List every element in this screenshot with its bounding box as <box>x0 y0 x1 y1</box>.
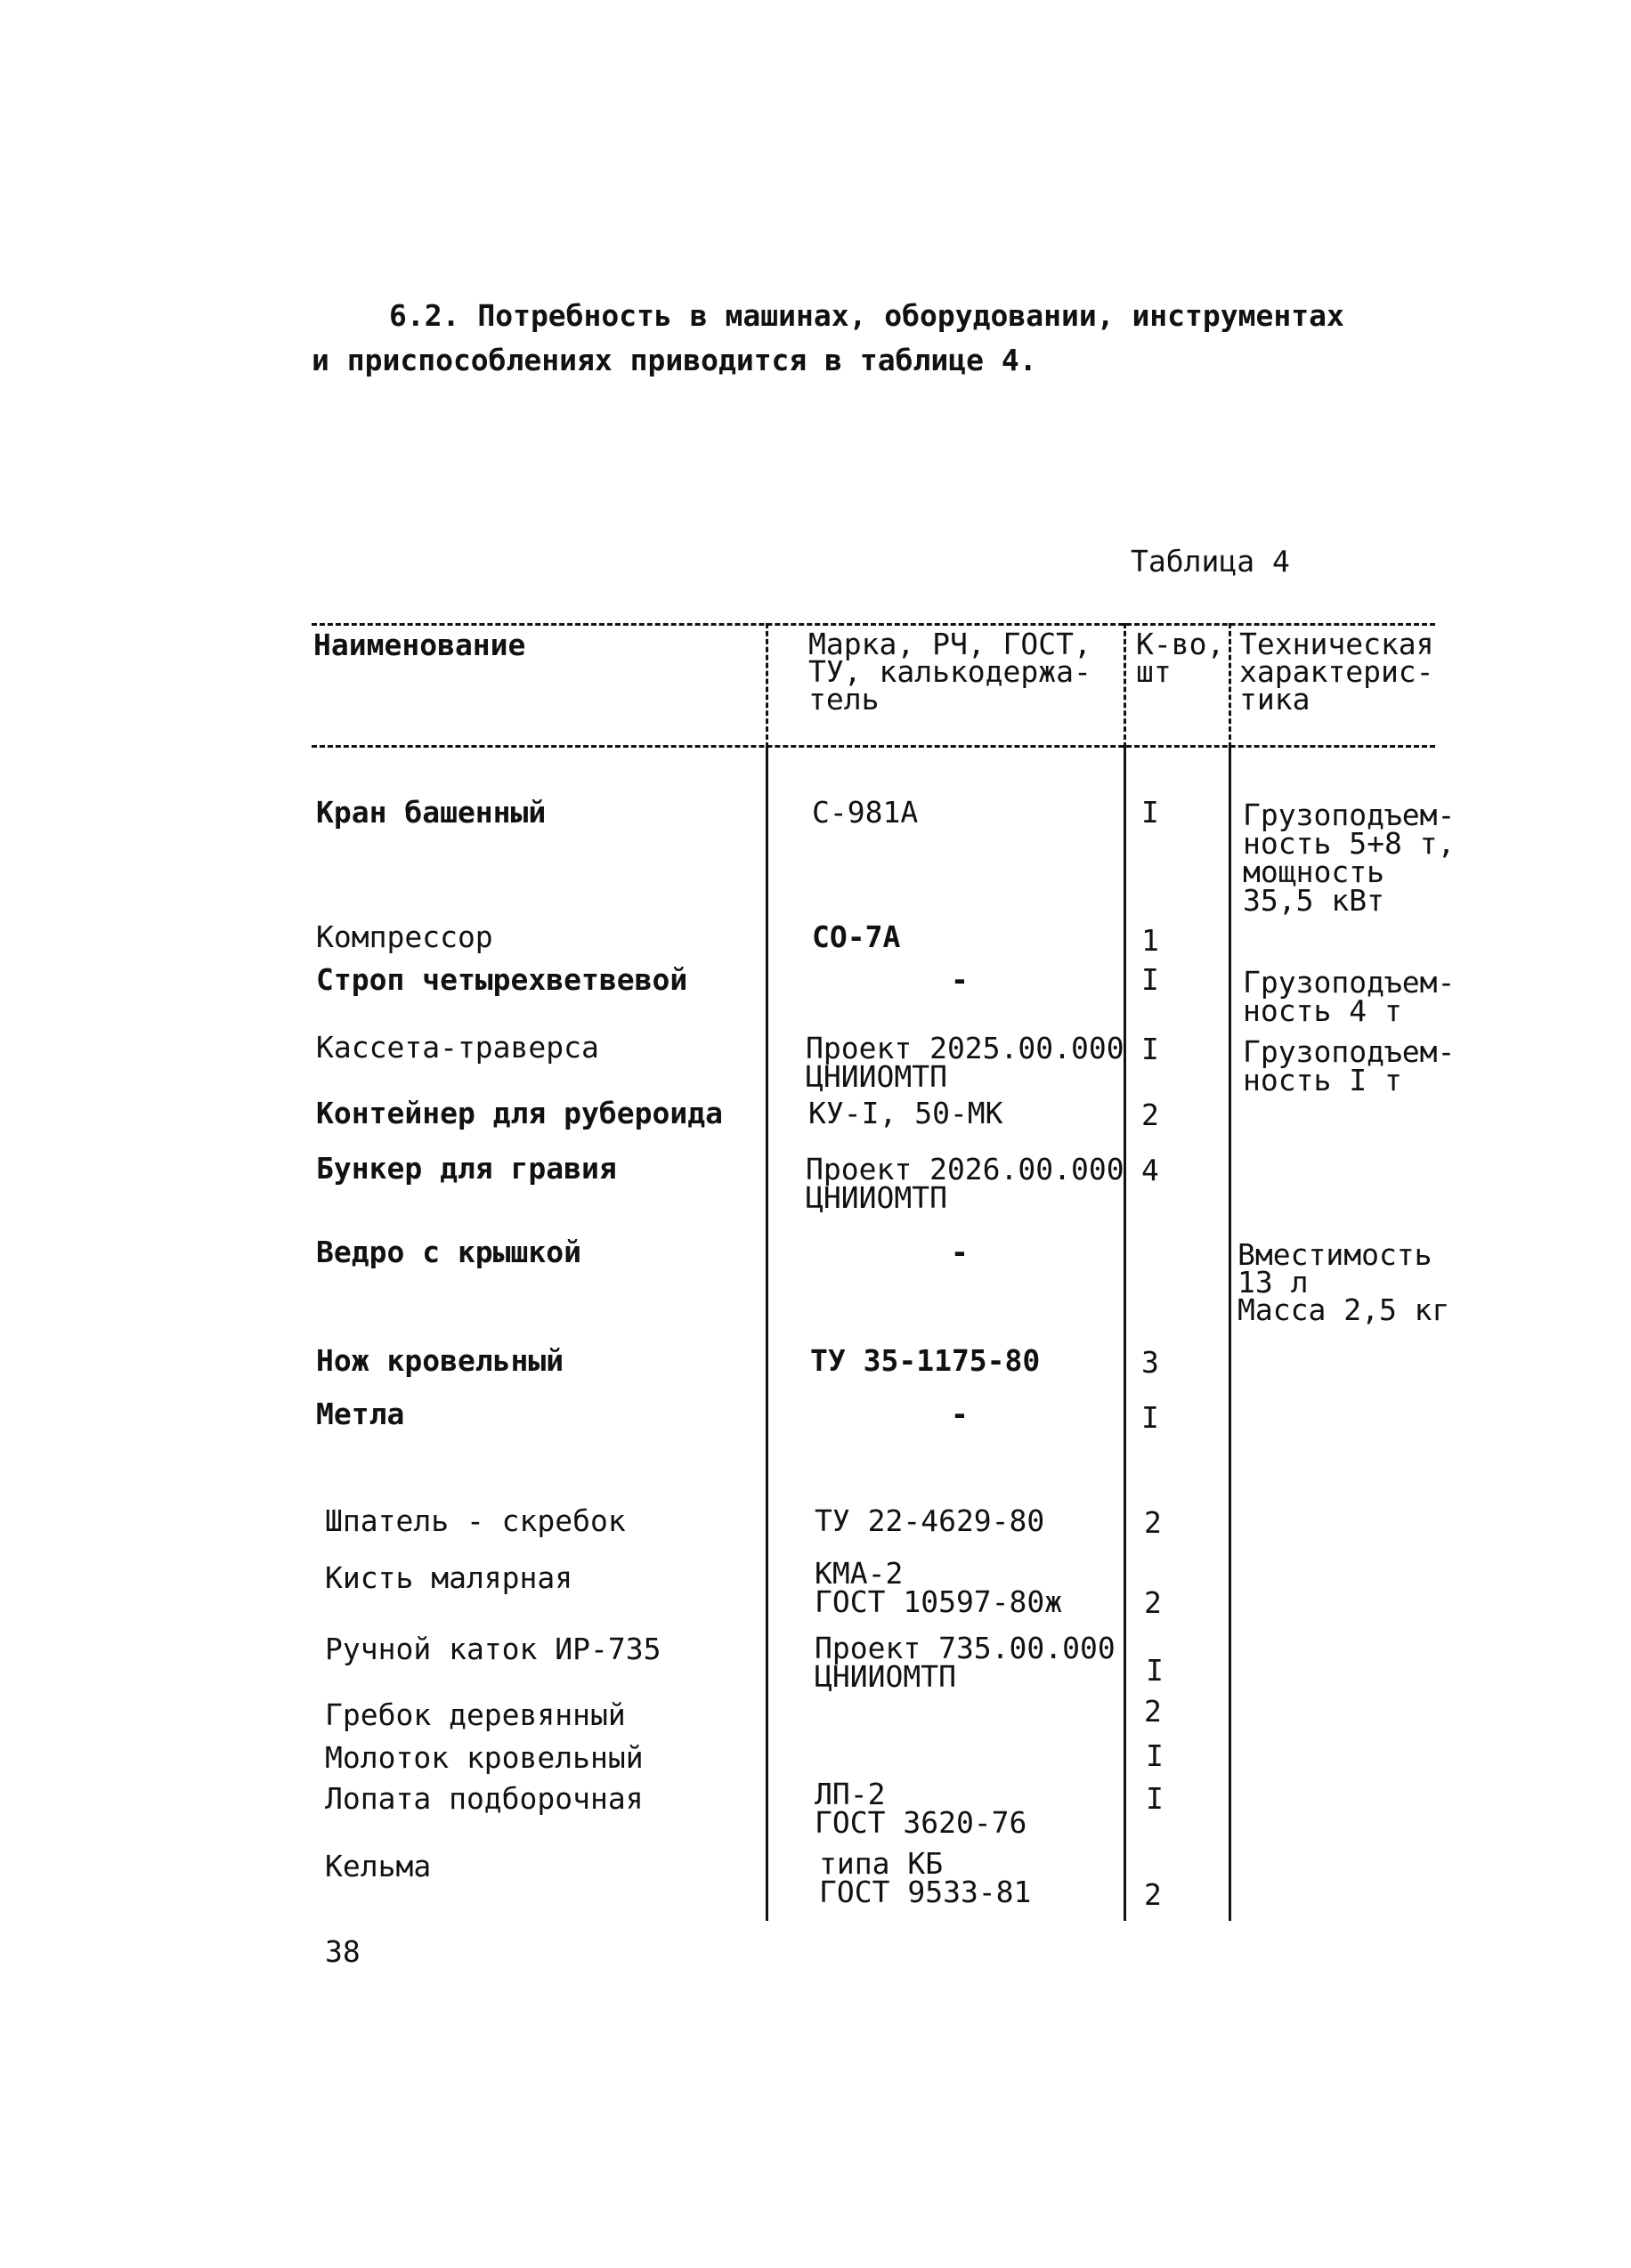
row-spec: Грузоподъем- ность 4 т <box>1243 965 1456 1028</box>
intro-line-1: 6.2. Потребность в машинах, оборудовании, инструментах <box>389 298 1344 333</box>
row-mark: СО-7А <box>812 919 901 954</box>
row-mark: - <box>951 1397 969 1431</box>
row-qty: I <box>1146 1781 1164 1816</box>
row-mark: Проект 2026.00.000 ЦНИИОМТП <box>806 1152 1124 1215</box>
row-qty: I <box>1146 1653 1164 1688</box>
row-qty: I <box>1141 962 1159 997</box>
row-qty: I <box>1146 1738 1164 1773</box>
row-mark: - <box>951 962 969 997</box>
row-qty: 2 <box>1144 1585 1162 1620</box>
intro-line-2: и приспособлениях приводится в таблице 4. <box>312 343 1037 377</box>
row-spec: Вместимость 13 л Масса 2,5 кг <box>1237 1237 1450 1327</box>
row-mark: ЛП-2 ГОСТ 3620-76 <box>815 1777 1027 1840</box>
col-divider-1-header <box>766 623 768 748</box>
row-qty: 1 <box>1141 923 1159 958</box>
row-name: Кельма <box>325 1849 432 1883</box>
row-mark: КМА-2 ГОСТ 10597-80ж <box>815 1556 1063 1619</box>
row-name: Компрессор <box>316 919 493 954</box>
row-mark: С-981А <box>812 795 919 830</box>
row-mark: ТУ 35-1175-80 <box>810 1343 1041 1378</box>
row-mark: - <box>951 1235 969 1269</box>
row-spec: Грузоподъем- ность 5+8 т, мощность 35,5 кВт <box>1243 798 1456 918</box>
row-qty: 2 <box>1144 1505 1162 1540</box>
row-mark: типа КБ ГОСТ 9533-81 <box>819 1846 1032 1909</box>
row-name: Лопата подборочная <box>325 1781 644 1816</box>
row-name: Молоток кровельный <box>325 1740 644 1775</box>
row-qty: I <box>1141 1032 1159 1066</box>
row-name: Ведро с крышкой <box>316 1235 582 1269</box>
col-divider-2-header <box>1124 623 1126 748</box>
row-qty: 2 <box>1144 1694 1162 1729</box>
row-mark: Проект 735.00.000 ЦНИИОМТП <box>815 1631 1116 1694</box>
col-divider-2 <box>1124 748 1126 1921</box>
row-mark: ТУ 22-4629-80 <box>815 1503 1045 1538</box>
row-name: Кран башенный <box>316 795 547 830</box>
header-spec: Техническая характерис- тика <box>1239 627 1434 717</box>
page-number: 38 <box>325 1934 361 1969</box>
row-qty: I <box>1141 795 1159 830</box>
header-mark: Марка, РЧ, ГОСТ, ТУ, калькодержа- тель <box>808 627 1091 717</box>
col-divider-3-header <box>1229 623 1231 748</box>
table-top-rule <box>312 623 1435 626</box>
table-header-rule <box>312 745 1435 748</box>
row-name: Кассета-траверса <box>316 1030 599 1065</box>
row-name: Строп четырехветвевой <box>316 962 688 997</box>
row-name: Кисть малярная <box>325 1560 573 1595</box>
col-divider-1 <box>766 748 768 1921</box>
row-qty: 4 <box>1141 1153 1159 1187</box>
col-divider-3 <box>1229 748 1231 1921</box>
table-caption: Таблица 4 <box>1131 544 1290 579</box>
row-name: Гребок деревянный <box>325 1697 626 1732</box>
row-name: Ручной каток ИР-735 <box>325 1632 661 1666</box>
header-qty: К-во, шт <box>1136 627 1225 689</box>
row-qty: I <box>1141 1400 1159 1435</box>
row-name: Контейнер для рубероида <box>316 1096 723 1130</box>
row-qty: 2 <box>1144 1877 1162 1912</box>
row-qty: 3 <box>1141 1345 1159 1380</box>
row-name: Метла <box>316 1397 405 1431</box>
row-name: Бункер для гравия <box>316 1151 617 1186</box>
row-name: Нож кровельный <box>316 1343 564 1378</box>
row-qty: 2 <box>1141 1098 1159 1132</box>
row-spec: Грузоподъем- ность I т <box>1243 1034 1456 1098</box>
row-mark: КУ-I, 50-МК <box>808 1096 1003 1130</box>
row-name: Шпатель - скребок <box>325 1503 626 1538</box>
row-mark: Проект 2025.00.000 ЦНИИОМТП <box>806 1031 1124 1094</box>
header-name: Наименование <box>313 628 526 662</box>
